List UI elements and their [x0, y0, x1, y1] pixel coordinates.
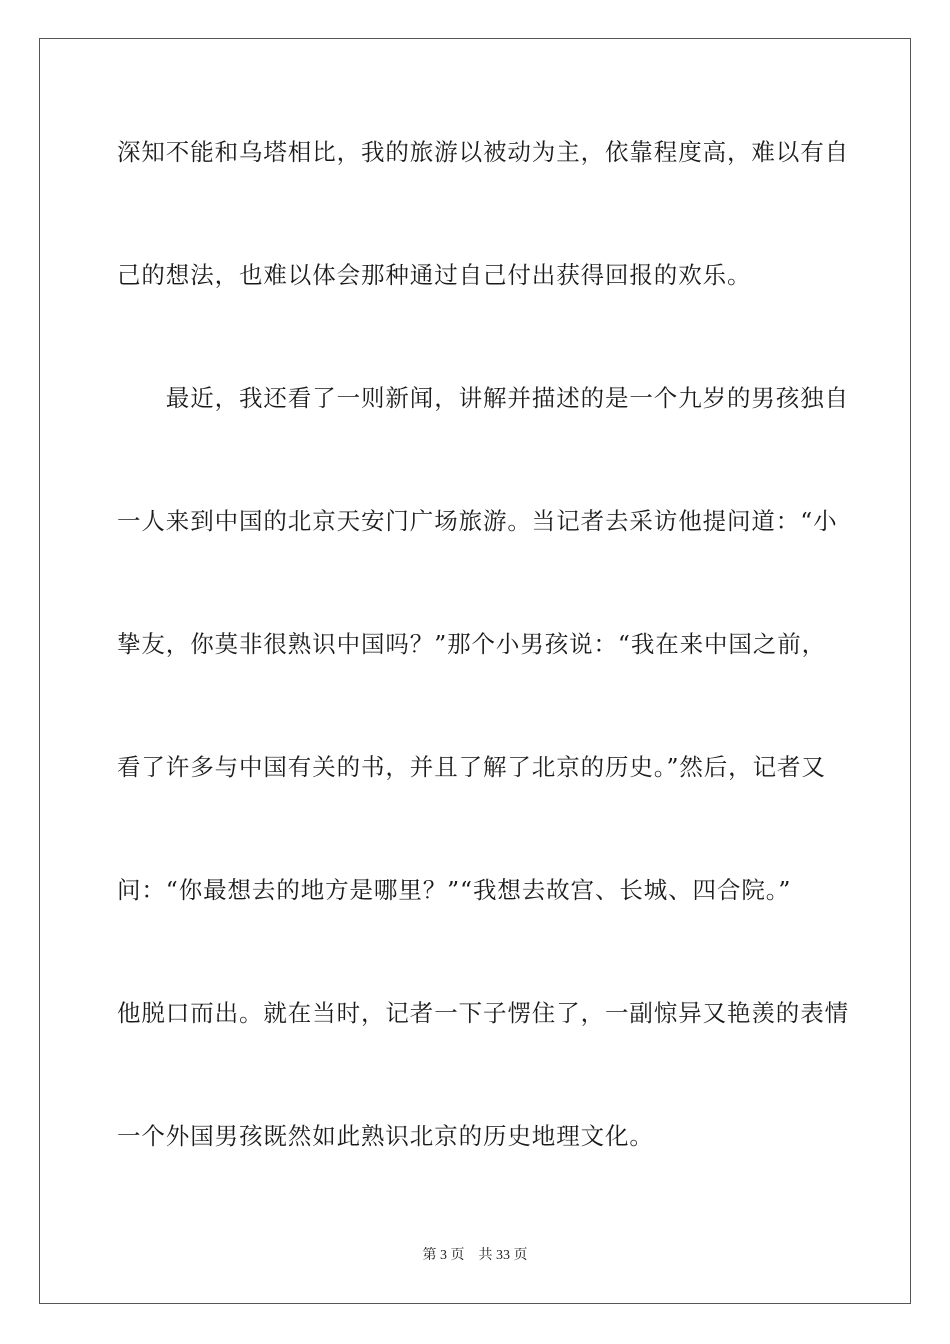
text-line: 他脱口而出。就在当时，记者一下子愣住了，一副惊异又艳羡的表情 — [117, 999, 849, 1027]
page-border — [39, 38, 911, 1304]
text-line: 一个外国男孩既然如此熟识北京的历史地理文化。 — [117, 1122, 654, 1150]
text-line: 挚友，你莫非很熟识中国吗？”那个小男孩说：“我在来中国之前， — [117, 630, 827, 658]
text-line: 己的想法，也难以体会那种通过自己付出获得回报的欢乐。 — [117, 261, 752, 289]
text-line: 看了许多与中国有关的书，并且了解了北京的历史。”然后，记者又 — [117, 753, 826, 781]
text-line: 最近，我还看了一则新闻，讲解并描述的是一个九岁的男孩独自 — [117, 384, 849, 412]
page-total: 共 33 页 — [478, 1248, 528, 1263]
page-footer — [0, 1247, 950, 1265]
text-line: 深知不能和乌塔相比，我的旅游以被动为主，依靠程度高，难以有自 — [117, 138, 849, 166]
text-line: 一人来到中国的北京天安门广场旅游。当记者去采访他提问道：“小 — [117, 507, 838, 535]
page-number: 第 3 页 — [422, 1248, 465, 1263]
text-line: 问：“你最想去的地方是哪里？”“我想去故宫、长城、四合院。” — [117, 876, 792, 904]
